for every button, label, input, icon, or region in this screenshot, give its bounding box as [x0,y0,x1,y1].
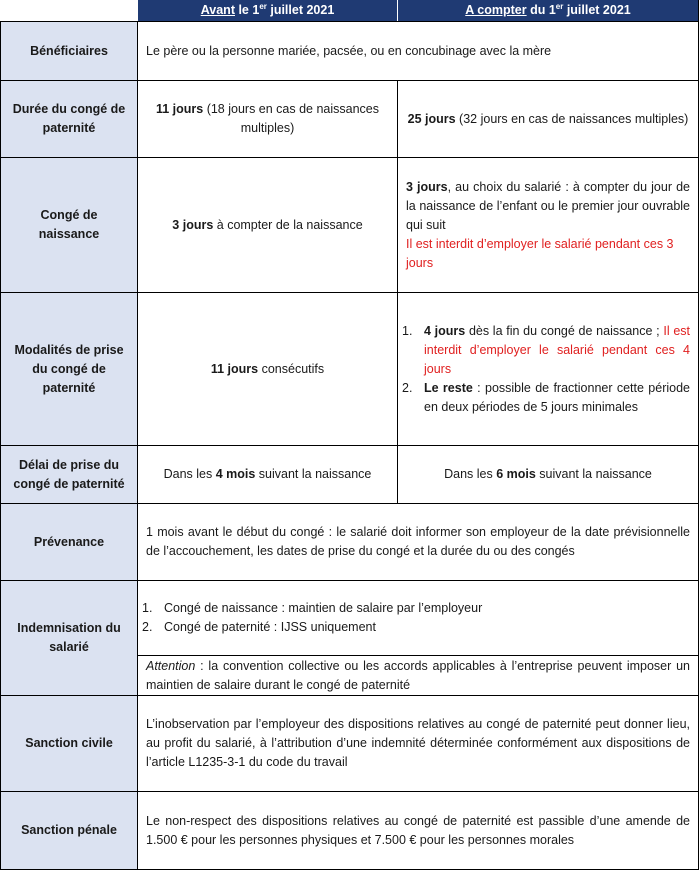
naissance-warning: Il est interdit d’employer le salarié pendant ces 3 jours [406,236,674,270]
sanction-penale-text: Le non-respect des dispositions relatives au congé de paternité est passible d’une amende de 1.500 € pour les personnes physiques et 7.500 € pour les personnes morales [138,792,699,870]
row-label-indemnisation: Indemnisation du salarié [0,581,138,696]
row-label-modalites: Modalités de prise du congé de paternité [0,293,138,446]
indemnisation-note: Attention : la convention collective ou les accords applicables à l’entreprise peuvent imposer un maintien de salaire durant le congé de paternité [138,656,699,696]
row-label-sanction-penale: Sanction pénale [0,792,138,870]
modalites-warning: Il est interdit d’employer le salarié pendant ces 4 jours [424,323,690,376]
indemnisation-list [142,599,690,637]
list-item: 1. Congé de naissance : maintien de salaire par l’employeur [142,601,483,615]
header-avant: Avant le 1er juillet 2021 [138,0,398,22]
row-label-beneficiaires: Bénéficiaires [0,22,138,81]
list-item: 2. Congé de paternité : IJSS uniquement [142,620,376,634]
duree-avant: 11 jours (18 jours en cas de naissances multiples) [138,81,398,158]
row-label-sanction-civile: Sanction civile [0,696,138,792]
row-label-duree: Durée du congé de paternité [0,81,138,158]
naissance-avant: 3 jours à compter de la naissance [138,158,398,293]
beneficiaires-text: Le père ou la personne mariée, pacsée, ou en concubinage avec la mère [138,22,699,81]
row-label-naissance: Congé de naissance [0,158,138,293]
naissance-apres: 3 jours, au choix du salarié : à compter du jour de la naissance de l’enfant ou le premier jour ouvrable qui suit Il est interdit d’employer le salarié pendant ces 3 jours [398,158,699,293]
header-a-compter: A compter du 1er juillet 2021 [398,0,699,22]
row-label-prevenance: Prévenance [0,504,138,581]
modalites-apres [398,293,699,446]
sanction-civile-text: L’inobservation par l’employeur des dispositions relatives au congé de paternité peut donner lieu, au profit du salarié, à l’attribution d’une indemnité déterminée conformément aux dispositions de l’article L1235-3-1 du code du travail [138,696,699,792]
delai-avant: Dans les 4 mois suivant la naissance [138,446,398,504]
modalites-avant: 11 jours consécutifs [138,293,398,446]
modalites-list [402,322,690,417]
duree-apres: 25 jours (32 jours en cas de naissances multiples) [398,81,699,158]
row-label-delai: Délai de prise du congé de paternité [0,446,138,504]
prevenance-text: 1 mois avant le début du congé : le salarié doit informer son employeur de la date prévisionnelle de l’accouchement, les dates de prise du congé et la durée du ou des congés [138,504,699,581]
list-item: 1. 4 jours dès la fin du congé de naissance ; Il est interdit d’employer le salarié pendant ces 4 jours [402,323,690,376]
indemnisation-list-cell [138,581,699,655]
list-item: 2. Le reste : possible de fractionner cette période en deux périodes de 5 jours minimales [402,380,690,414]
delai-apres: Dans les 6 mois suivant la naissance [398,446,699,504]
